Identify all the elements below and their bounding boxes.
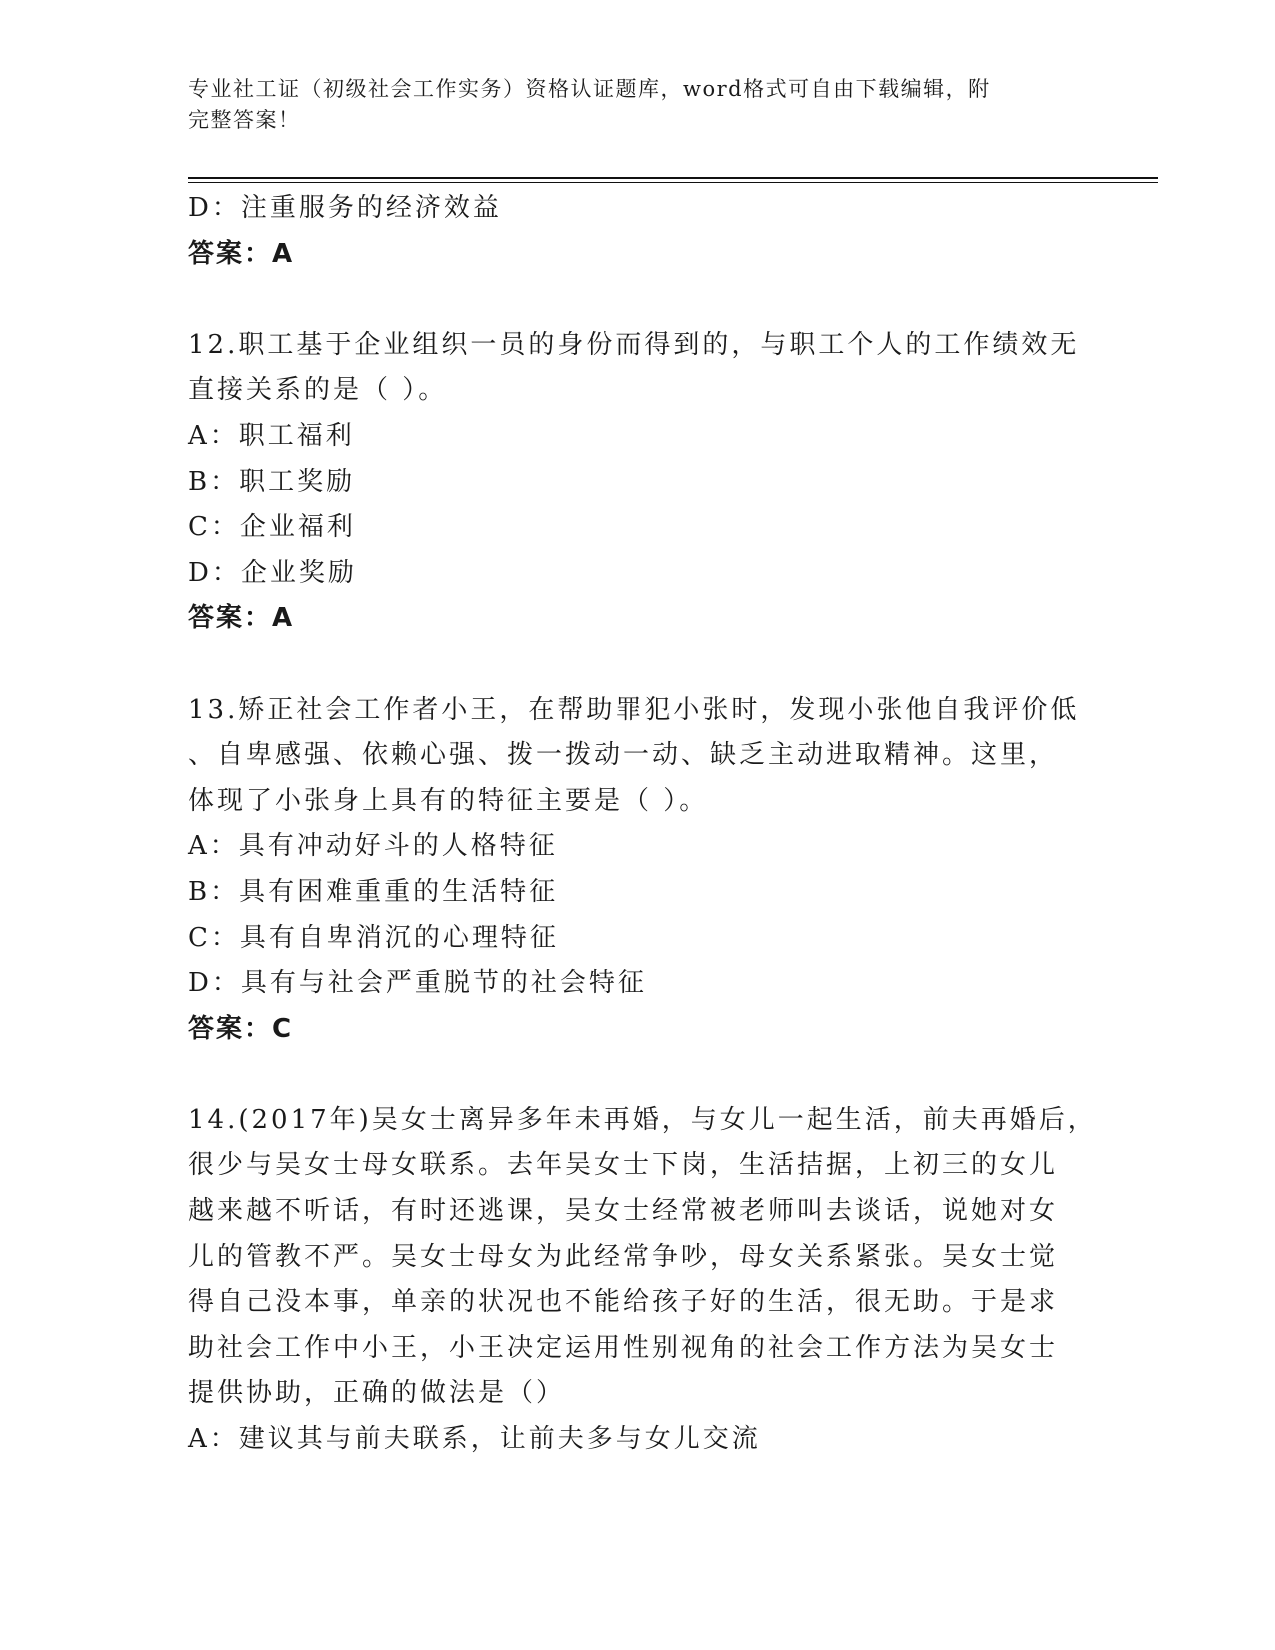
page-header xyxy=(188,74,1088,136)
header-line-1: 专业社工证（初级社会工作实务）资格认证题库，word格式可自由下载编辑，附 xyxy=(188,77,991,101)
question-13-answer: 答案：C xyxy=(188,1013,294,1044)
question-14-stem-line: 很少与吴女士母女联系。去年吴女士下岗，生活拮据，上初三的女儿 xyxy=(188,1150,1059,1181)
spacer xyxy=(188,642,1158,688)
option-d: D：注重服务的经济效益 xyxy=(188,193,502,223)
header-divider-thick xyxy=(188,177,1158,179)
question-12-stem-line: 12.职工基于企业组织一员的身份而得到的，与职工个人的工作绩效无 xyxy=(188,329,1080,360)
question-14-stem-line: 14.(2017年)吴女士离异多年未再婚，与女儿一起生活，前夫再婚后， xyxy=(188,1104,1097,1135)
question-13-option-c: C：具有自卑消沉的心理特征 xyxy=(188,922,559,953)
question-14-stem-line: 提供协助，正确的做法是（） xyxy=(188,1378,566,1409)
question-14-stem-line: 得自己没本事，单亲的状况也不能给孩子好的生活，很无助。于是求 xyxy=(188,1287,1059,1318)
question-12-option-c: C：企业福利 xyxy=(188,512,356,543)
spacer xyxy=(188,277,1158,323)
question-14-stem-line: 越来越不听话，有时还逃课，吴女士经常被老师叫去谈话，说她对女 xyxy=(188,1196,1059,1227)
question-14-stem-line: 儿的管教不严。吴女士母女为此经常争吵，母女关系紧张。吴女士觉 xyxy=(188,1241,1059,1272)
question-13-stem-line: 、自卑感强、依赖心强、拨一拨动一动、缺乏主动进取精神。这里， xyxy=(188,740,1059,771)
answer-line: 答案：A xyxy=(188,238,295,269)
question-12-answer: 答案：A xyxy=(188,603,295,634)
spacer xyxy=(188,1052,1158,1098)
question-body xyxy=(188,186,1158,1463)
header-line-2: 完整答案！ xyxy=(188,108,301,132)
question-14-stem-line: 助社会工作中小王，小王决定运用性别视角的社会工作方法为吴女士 xyxy=(188,1332,1059,1363)
question-13-option-d: D：具有与社会严重脱节的社会特征 xyxy=(188,968,647,999)
question-13-option-a: A：具有冲动好斗的人格特征 xyxy=(188,831,558,862)
question-12-stem-line: 直接关系的是（ ）。 xyxy=(188,375,448,406)
question-12-option-d: D：企业奖励 xyxy=(188,557,357,588)
header-divider-thin xyxy=(188,182,1158,183)
question-13-stem-line: 13.矫正社会工作者小王，在帮助罪犯小张时，发现小张他自我评价低 xyxy=(188,694,1080,725)
question-12-option-b: B：职工奖励 xyxy=(188,466,356,497)
question-13-stem-line: 体现了小张身上具有的特征主要是（ ）。 xyxy=(188,785,709,816)
question-12-option-a: A：职工福利 xyxy=(188,420,355,451)
question-13-option-b: B：具有困难重重的生活特征 xyxy=(188,876,559,907)
question-14-option-a: A：建议其与前夫联系，让前夫多与女儿交流 xyxy=(188,1424,761,1455)
